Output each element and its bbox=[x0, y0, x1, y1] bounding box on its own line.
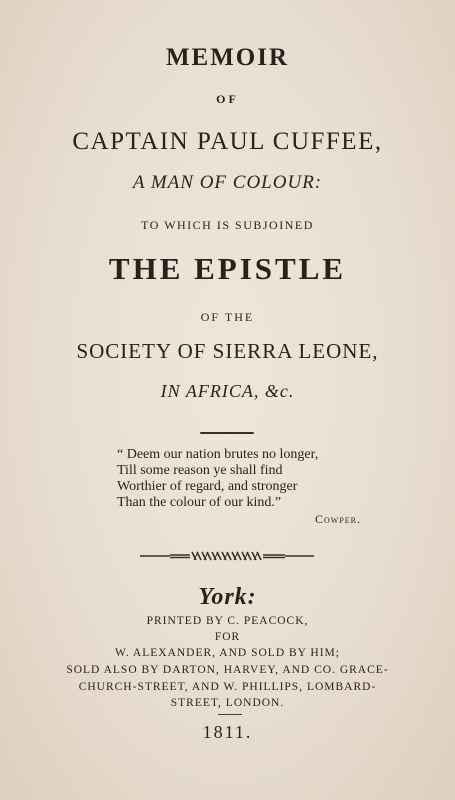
epigraph-line: “ Deem our nation brutes no longer, bbox=[117, 447, 319, 462]
of-the-line: OF THE bbox=[200, 310, 255, 324]
imprint-line: FOR bbox=[214, 631, 241, 643]
epigraph-line: Till some reason ye shall find bbox=[117, 463, 283, 478]
city-heading: York: bbox=[198, 584, 257, 610]
imprint-line: SOLD ALSO BY DARTON, HARVEY, AND CO. GRACE- bbox=[66, 664, 389, 676]
ornament-icon bbox=[140, 551, 314, 561]
short-rule bbox=[218, 714, 242, 715]
imprint-line: STREET, LONDON. bbox=[170, 697, 285, 709]
epigraph-line: Worthier of regard, and stronger bbox=[117, 479, 298, 494]
subject-heading: CAPTAIN PAUL CUFFEE, bbox=[72, 128, 383, 155]
epigraph-line: Than the colour of our kind.” bbox=[117, 495, 282, 510]
epistle-heading: THE EPISTLE bbox=[108, 251, 347, 286]
memoir-heading: MEMOIR bbox=[165, 44, 290, 71]
epigraph-author: Cowper. bbox=[315, 512, 362, 526]
subtitle: A MAN OF COLOUR: bbox=[132, 172, 323, 193]
imprint-line: W. ALEXANDER, AND SOLD BY HIM; bbox=[115, 647, 340, 659]
publication-year: 1811. bbox=[202, 722, 253, 742]
subjoined-line: TO WHICH IS SUBJOINED bbox=[141, 218, 314, 232]
imprint-line: CHURCH-STREET, AND W. PHILLIPS, LOMBARD- bbox=[78, 681, 377, 693]
divider-rule bbox=[200, 432, 254, 434]
location-line: IN AFRICA, &c. bbox=[160, 381, 295, 401]
epigraph bbox=[117, 447, 367, 511]
society-heading: SOCIETY OF SIERRA LEONE, bbox=[76, 339, 379, 363]
imprint-line: PRINTED BY C. PEACOCK, bbox=[146, 615, 309, 627]
of-line: OF bbox=[216, 92, 239, 106]
